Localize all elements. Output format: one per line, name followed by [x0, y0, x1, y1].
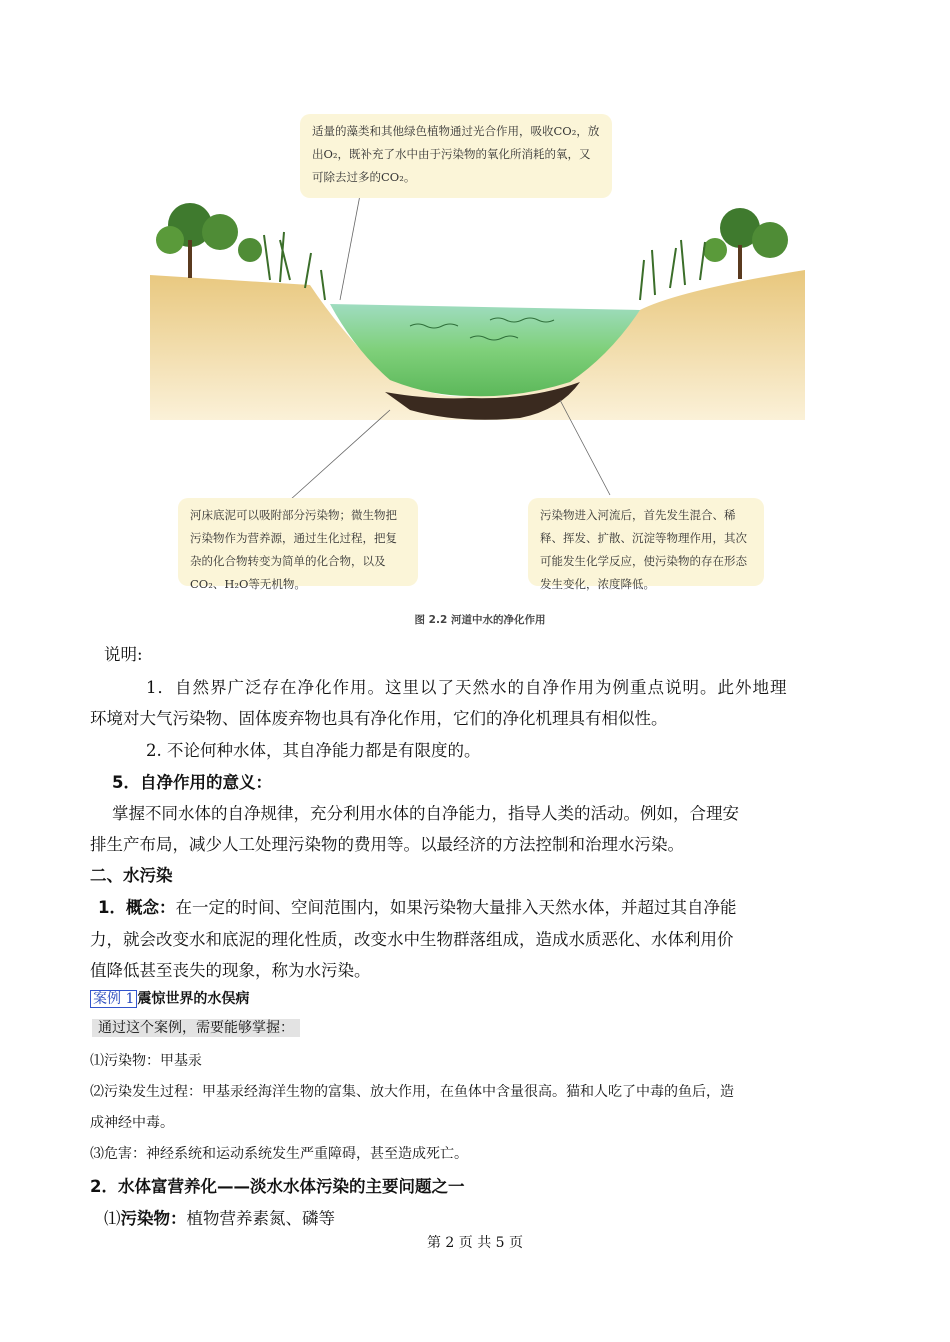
callout-left-text: 河床底泥可以吸附部分污染物；微生物把污染物作为营养源，通过生化过程，把复杂的化合物转变为简单的化合物，以及CO₂、H₂O等无机物。 [190, 508, 397, 591]
note-2: 2. 不论何种水体，其自净能力都是有限度的。 [146, 741, 481, 760]
case-item-2-line-b: 成神经中毒。 [90, 1115, 174, 1131]
callout-top-text: 适量的藻类和其他绿色植物通过光合作用，吸收CO₂，放出O₂，既补充了水中由于污染物的氧化所消耗的氧，又可除去过多的CO₂。 [312, 124, 600, 184]
figure-caption: 图 2.2 河道中水的净化作用 [414, 614, 546, 626]
case-tag[interactable]: 案例 1 [90, 990, 137, 1008]
callout-left-riverbed [178, 498, 418, 591]
case-item-1: ⑴污染物：甲基汞 [90, 1053, 202, 1069]
concept-label: 1．概念： [98, 898, 176, 917]
concept-line-b: 力，就会改变水和底泥的理化性质，改变水中生物群落组成，造成水质恶化、水体利用价 [90, 930, 734, 949]
heading-water-pollution: 二、水污染 [90, 866, 173, 885]
heading-eutrophication: 2．水体富营养化——淡水水体污染的主要问题之一 [90, 1177, 465, 1196]
pollutant-text: 植物营养素氮、磷等 [186, 1209, 335, 1228]
case-item-3: ⑶危害：神经系统和运动系统发生严重障碍，甚至造成死亡。 [90, 1146, 468, 1162]
concept-line-a [98, 894, 736, 918]
concept-text-a: 在一定的时间、空间范围内，如果污染物大量排入天然水体，并超过其自净能 [175, 898, 737, 917]
case-item-2-line-a: ⑵污染发生过程：甲基汞经海洋生物的富集、放大作用，在鱼体中含量很高。猫和人吃了中毒的鱼后，造 [90, 1084, 734, 1100]
note-1-line-a: 1．自然界广泛存在净化作用。这里以了天然水的自净作用为例重点说明。此外地理 [146, 678, 788, 697]
river-purification-figure [140, 100, 820, 640]
significance-line-b: 排生产布局，减少人工处理污染物的费用等。以最经济的方法控制和治理水污染。 [90, 835, 684, 854]
note-label: 说明: [104, 645, 143, 664]
concept-line-c: 值降低甚至丧失的现象，称为水污染。 [90, 961, 371, 980]
callout-right-text: 污染物进入河流后，首先发生混合、稀释、挥发、扩散、沉淀等物理作用，其次可能发生化学反应，使污染物的存在形态发生变化，浓度降低。 [540, 508, 747, 591]
case-intro-box [92, 1017, 300, 1037]
callout-right-physical [528, 498, 764, 591]
significance-line-a: 掌握不同水体的自净规律，充分利用水体的自净能力，指导人类的活动。例如，合理安 [112, 804, 739, 823]
pollutant-line [104, 1205, 335, 1229]
pollutant-label: 污染物： [120, 1209, 187, 1228]
case-title: 震惊世界的水俣病 [137, 991, 250, 1007]
heading-self-purification-significance: 5．自净作用的意义： [112, 773, 272, 792]
callout-top-photosynthesis [300, 114, 612, 198]
note-1-line-b: 环境对大气污染物、固体废弃物也具有净化作用，它们的净化机理具有相似性。 [90, 709, 668, 728]
pollutant-number: ⑴ [104, 1209, 121, 1228]
page-footer: 第 2 页 共 5 页 [426, 1235, 524, 1251]
case-intro: 通过这个案例，需要能够掌握： [92, 1019, 300, 1037]
case-heading [90, 988, 249, 1008]
